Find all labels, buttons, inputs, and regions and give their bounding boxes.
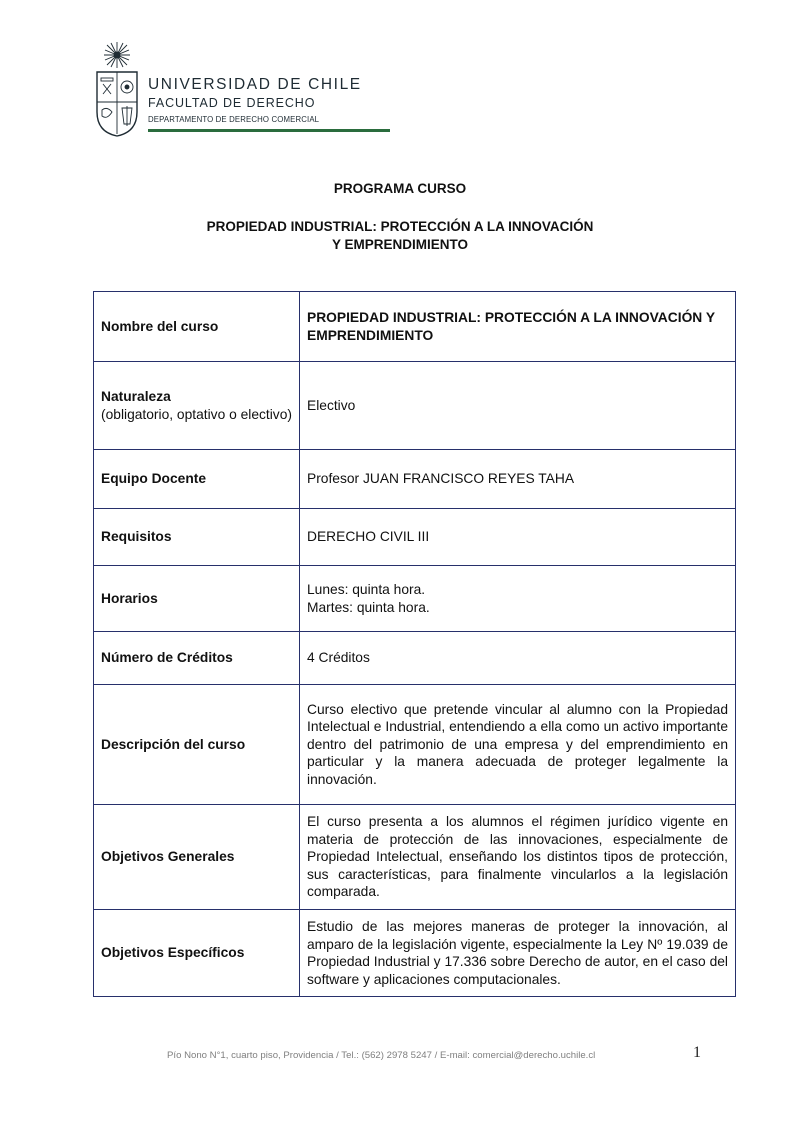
- course-info-table: [93, 291, 736, 997]
- row-value: PROPIEDAD INDUSTRIAL: PROTECCIÓN A LA INNOVACIÓN Y EMPRENDIMIENTO: [300, 292, 736, 362]
- row-label: Requisitos: [94, 509, 300, 566]
- table-row: [94, 362, 736, 450]
- header-divider: [148, 129, 390, 132]
- row-value: DERECHO CIVIL III: [300, 509, 736, 566]
- row-label-main: Naturaleza: [101, 389, 171, 404]
- page-number: 1: [693, 1044, 701, 1061]
- course-title-line-2: Y EMPRENDIMIENTO: [331, 237, 469, 252]
- course-title: [0, 218, 800, 254]
- university-crest-icon: [93, 40, 141, 138]
- row-value: 4 Créditos: [300, 632, 736, 685]
- table-row: [94, 292, 736, 362]
- course-title-line-1: PROPIEDAD INDUSTRIAL: PROTECCIÓN A LA INNOVACIÓN: [206, 219, 594, 234]
- document-title: PROGRAMA CURSO: [333, 181, 467, 196]
- table-row: [94, 632, 736, 685]
- row-value: Estudio de las mejores maneras de proteger la innovación, al amparo de la legislación vigente, especialmente la Ley Nº 19.039 de Propiedad Industrial y 17.336 sobre Derecho de autor, en el caso del software y aplicaciones computacionales.: [300, 910, 736, 997]
- table-row: [94, 566, 736, 632]
- schedule-line-2: Martes: quinta hora.: [307, 599, 430, 615]
- row-label: Horarios: [94, 566, 300, 632]
- schedule-line-1: Lunes: quinta hora.: [307, 582, 426, 597]
- row-value: Curso electivo que pretende vincular al alumno con la Propiedad Intelectual e Industrial, entendiendo a ella como un activo importante dentro del patrimonio de una empresa y del emprendimiento en particular y la manera adecuada de proteger legalmente la innovación.: [300, 685, 736, 805]
- department-name: DEPARTAMENTO DE DERECHO COMERCIAL: [148, 115, 320, 124]
- footer-address: Pío Nono N°1, cuarto piso, Providencia / Tel.: (562) 2978 5247 / E-mail: comercial@derecho.uchile.cl: [167, 1050, 596, 1061]
- university-name: UNIVERSIDAD DE CHILE: [148, 76, 362, 93]
- table-row: [94, 450, 736, 509]
- row-value: Profesor JUAN FRANCISCO REYES TAHA: [300, 450, 736, 509]
- table-row: [94, 685, 736, 805]
- row-label: Equipo Docente: [94, 450, 300, 509]
- row-value: [300, 566, 736, 632]
- row-value: El curso presenta a los alumnos el régimen jurídico vigente en materia de protección de las innovaciones, especialmente de Propiedad Intelectual, enseñando los distintos tipos de protección, sus características, para finalmente vincularlos a la legislación comparada.: [300, 805, 736, 910]
- row-value: Electivo: [300, 362, 736, 450]
- row-label: Número de Créditos: [94, 632, 300, 685]
- row-label: Descripción del curso: [94, 685, 300, 805]
- table-row: [94, 805, 736, 910]
- letterhead: [93, 40, 393, 140]
- row-label-sub: (obligatorio, optativo o electivo): [101, 406, 292, 422]
- faculty-name: FACULTAD DE DERECHO: [148, 96, 316, 110]
- row-label: Objetivos Específicos: [94, 910, 300, 997]
- table-row: [94, 509, 736, 566]
- row-label: [94, 362, 300, 450]
- row-label: Nombre del curso: [94, 292, 300, 362]
- row-label: Objetivos Generales: [94, 805, 300, 910]
- table-row: [94, 910, 736, 997]
